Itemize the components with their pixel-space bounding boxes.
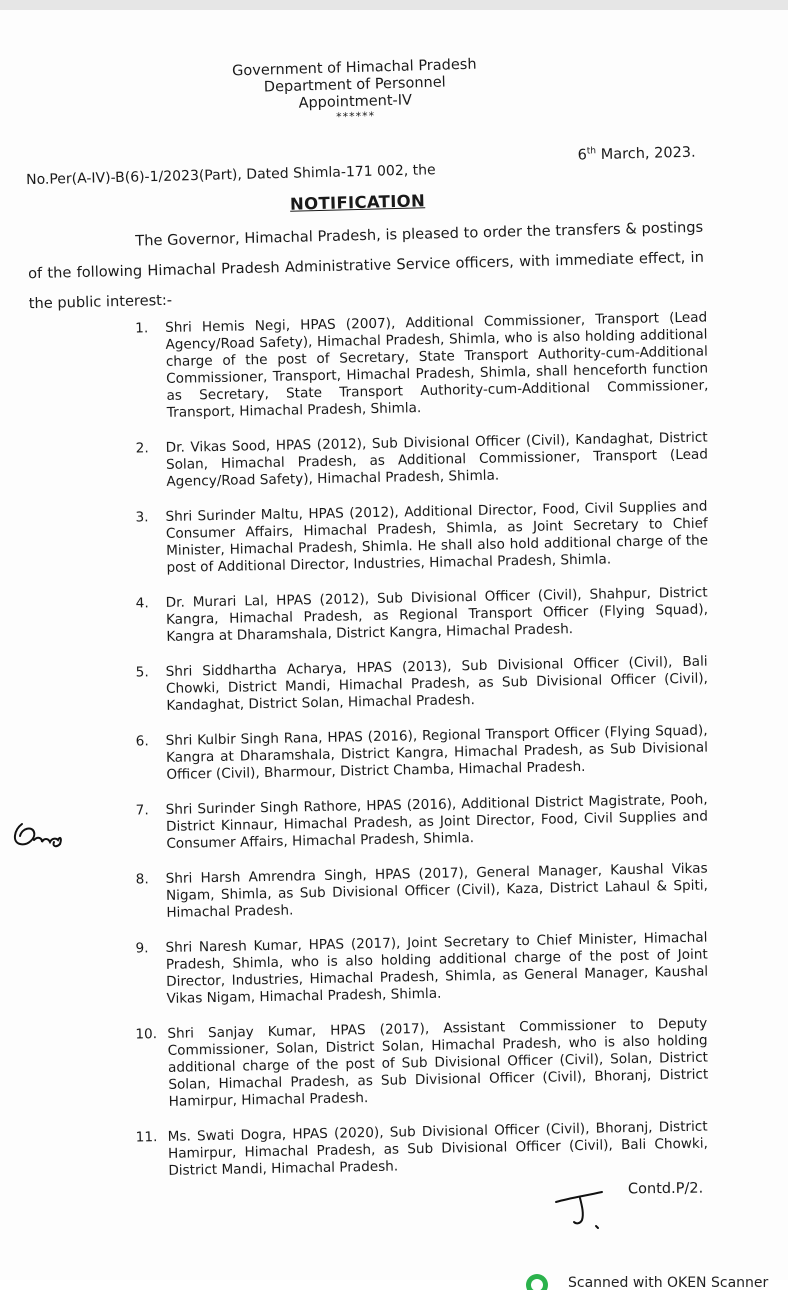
government-name: Government of Himachal Pradesh bbox=[231, 56, 477, 80]
section-name: Appointment-IV bbox=[298, 92, 413, 112]
list-item bbox=[135, 930, 708, 1009]
item-number: 8. bbox=[135, 871, 149, 888]
item-text: Ms. Swati Dogra, HPAS (2020), Sub Divisional Officer (Civil), Bhoranj, District Hamirpur, Himachal Pradesh, as Sub Divisional Officer (Civil), Bali Chowki, District Mandi, Himachal Pradesh. bbox=[167, 1118, 709, 1179]
signature bbox=[552, 1186, 612, 1238]
item-number: 2. bbox=[135, 440, 149, 457]
document-title: NOTIFICATION bbox=[289, 191, 426, 214]
department-name: Department of Personnel bbox=[263, 74, 446, 96]
item-number: 6. bbox=[135, 733, 149, 750]
continuation-note: Contd.P/2. bbox=[627, 1180, 704, 1198]
item-number: 10. bbox=[135, 1026, 158, 1043]
letterhead bbox=[199, 56, 511, 128]
item-text: Dr. Murari Lal, HPAS (2012), Sub Divisional Officer (Civil), Shahpur, District Kangra, Himachal Pradesh, as Regional Transport Officer (Flying Squad), Kangra at Dharamshala, District Kangra, Himachal Pradesh. bbox=[165, 584, 709, 645]
item-text: Shri Harsh Amrendra Singh, HPAS (2017), General Manager, Kaushal Vikas Nigam, Shimla, as Sub Divisional Officer (Civil), Kaza, District Lahaul & Spiti, Himachal Pradesh. bbox=[165, 860, 709, 921]
item-text: Shri Siddhartha Acharya, HPAS (2013), Sub Divisional Officer (Civil), Bali Chowki, District Mandi, Himachal Pradesh, as Sub Divisional Officer (Civil), Kandaghat, District Solan, Himachal Pradesh. bbox=[165, 653, 709, 714]
reference-row bbox=[26, 146, 697, 196]
item-number: 3. bbox=[135, 509, 149, 526]
item-text: Shri Sanjay Kumar, HPAS (2017), Assistant Commissioner to Deputy Commissioner, Solan, District Solan, Himachal Pradesh, who is also holding additional charge of the post of Sub Divisional Officer (Civil), Solan, District Solan, Himachal Pradesh, as Sub Divisional Officer (Civil), Bhoranj, District Hamirpur, Himachal Pradesh. bbox=[167, 1015, 709, 1110]
list-item bbox=[135, 1016, 709, 1112]
item-number: 4. bbox=[135, 595, 149, 612]
item-number: 11. bbox=[135, 1129, 158, 1146]
scanner-label: Scanned with OKEN Scanner bbox=[568, 1275, 769, 1290]
item-text: Shri Surinder Maltu, HPAS (2012), Additional Director, Food, Civil Supplies and Consumer Affairs, Himachal Pradesh, Shimla, as Joint Secretary to Chief Minister, Himachal Pradesh, Shimla. He shall also hold additional charge of the post of Additional Director, Industries, Himachal Pradesh, Shimla. bbox=[165, 498, 709, 576]
list-item bbox=[136, 585, 709, 647]
item-text: Shri Hemis Negi, HPAS (2007), Additional Commissioner, Transport (Lead Agency/Road Safety), Himachal Pradesh, Shimla, who is also holding additional charge of the post of Secretary, State Transport Authority-cum-Additional Commissioner, Transport, Himachal Pradesh, Shimla, shall henceforth function as Secretary, State Transport Authority-cum-Additional Commissioner, Transport, Himachal Pradesh, Shimla. bbox=[165, 309, 709, 421]
separator-stars: ****** bbox=[336, 109, 376, 124]
item-text: Shri Kulbir Singh Rana, HPAS (2016), Regional Transport Officer (Flying Squad), Kangra at Dharamshala, District Kangra, Himachal Pradesh, as Sub Divisional Officer (Civil), Bharmour, District Chamba, Himachal Pradesh. bbox=[165, 722, 709, 783]
list-item bbox=[135, 499, 708, 578]
item-number: 1. bbox=[135, 320, 149, 337]
scanner-watermark bbox=[522, 1268, 788, 1290]
date-suffix: th bbox=[586, 146, 597, 157]
item-number: 9. bbox=[135, 940, 149, 957]
list-item bbox=[136, 1119, 709, 1181]
scanner-logo-icon bbox=[526, 1274, 548, 1290]
list-item bbox=[135, 310, 709, 423]
item-number: 7. bbox=[135, 802, 149, 819]
list-item bbox=[136, 430, 709, 492]
item-number: 5. bbox=[135, 664, 149, 681]
list-item bbox=[136, 792, 709, 854]
intro-paragraph: The Governor, Himachal Pradesh, is pleased to order the transfers & postings of the following Himachal Pradesh Administrative Service officers, with immediate effect, in the public interest:- bbox=[27, 218, 705, 313]
reference-number: No.Per(A-IV)-B(6)-1/2023(Part), Dated Shimla-171 002, the bbox=[25, 162, 436, 189]
item-text: Dr. Vikas Sood, HPAS (2012), Sub Divisional Officer (Civil), Kandaghat, District Solan, Himachal Pradesh, as Additional Commissioner, Transport (Lead Agency/Road Safety), Himachal Pradesh, Shimla. bbox=[165, 429, 709, 490]
list-item bbox=[136, 654, 709, 716]
date-day: 6 bbox=[577, 147, 588, 164]
item-text: Shri Naresh Kumar, HPAS (2017), Joint Secretary to Chief Minister, Himachal Pradesh, Shimla, who is also holding additional charge of the post of Joint Director, Industries, Himachal Pradesh, Shimla, as General Manager, Kaushal Vikas Nigam, Himachal Pradesh, Shimla. bbox=[165, 929, 709, 1007]
transfer-list bbox=[135, 309, 709, 1193]
date-rest: March, 2023. bbox=[595, 144, 696, 164]
margin-initials-signature bbox=[8, 816, 68, 852]
document-page bbox=[0, 10, 788, 1290]
item-text: Shri Surinder Singh Rathore, HPAS (2016), Additional District Magistrate, Pooh, District Kinnaur, Himachal Pradesh, as Joint Director, Food, Civil Supplies and Consumer Affairs, Himachal Pradesh, Shimla. bbox=[165, 791, 709, 852]
top-border bbox=[0, 0, 788, 10]
list-item bbox=[136, 861, 709, 923]
issue-date bbox=[577, 144, 695, 164]
list-item bbox=[136, 723, 709, 785]
